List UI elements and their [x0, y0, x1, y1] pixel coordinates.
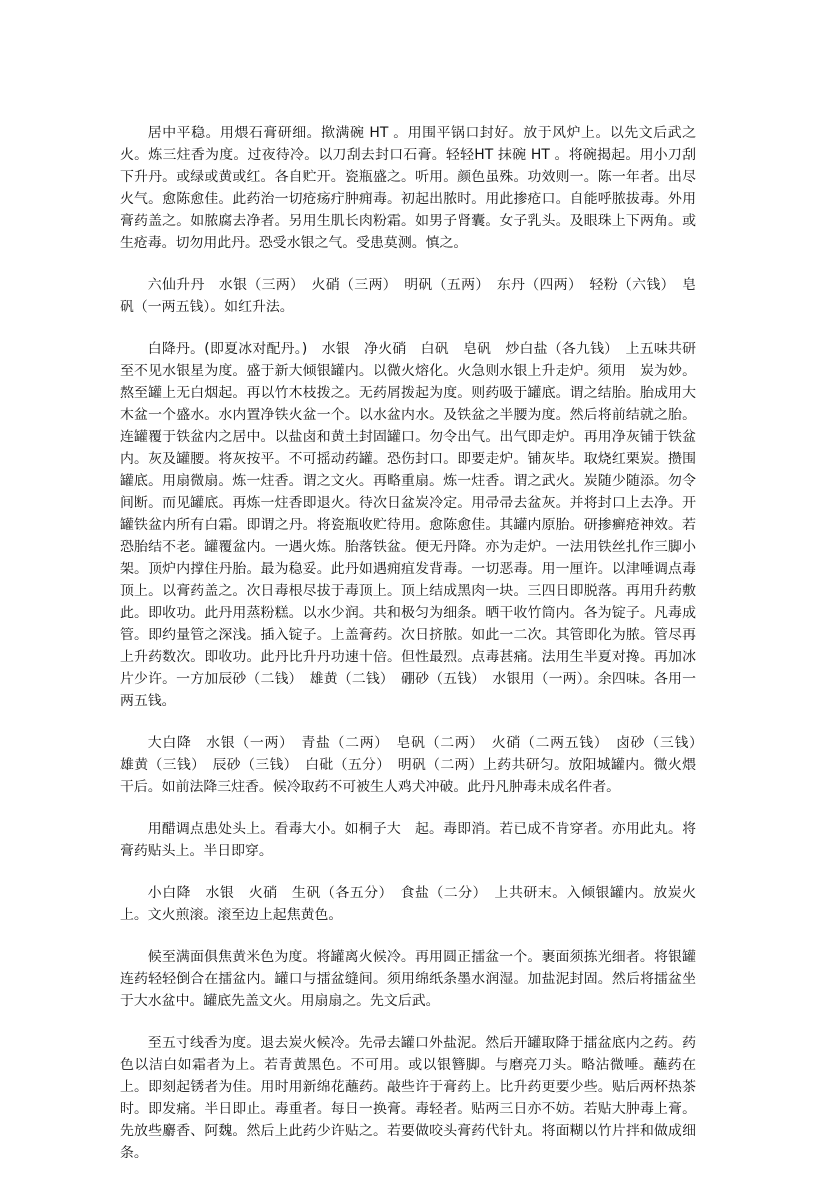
paragraph-8: 至五寸线香为度。退去炭火候冷。先帚去罐口外盐泥。然后开罐取降于擂盆底内之药。药色以洁白如霜者为上。若青黄黑色。不可用。或以银簪脚。与磨亮刀头。略沾微唾。蘸药在上。即刻起锈者为佳。用时用新绵花蘸药。敲些许于膏药上。比升药更要少些。贴后两杯热茶时。即发痛。半日即止。毒重者。每日一换膏。毒轻者。贴两三日亦不妨。若贴大肿毒上膏。先放些麝香、阿魏。然后上此药少许贴之。若要做咬头膏药代针丸。将面糊以竹片拌和做成细条。 [120, 1035, 696, 1161]
paragraph-4: 大白降 水银（一两） 青盐（二两） 皂矾（二两） 火硝（二两五钱） 卤砂（三钱） 雄黄（三钱） 辰砂（三钱） 白砒（五分） 明矾（二两）上药共研匀。放阳城罐内。微火煨干后。如前法降三炷香。候冷取药不可被生人鸡犬冲破。此丹凡肿毒未成名件者。 [120, 735, 710, 795]
paragraph-5: 用醋调点患处头上。看毒大小。如桐子大 起。毒即消。若已成不肯穿者。亦用此丸。将膏药贴头上。半日即穿。 [120, 821, 696, 859]
paragraph-3: 白降丹。(即夏冰对配丹。) 水银 净火硝 白矾 皂矾 炒白盐（各九钱） 上五味共研至不见水银星为度。盛于新大倾银罐内。以微火熔化。火急则水银上升走炉。须用 炭为妙。熬至罐上无白烟起。再以竹木枝拨之。无药屑拨起为度。则药吸于罐底。谓之结胎。胎成用大木盆一个盛水。水内置净铁火盆一个。以水盆内水。及铁盆之半腰为度。然后将前结就之胎。连罐覆于铁盆内之居中。以盐卤和黄土封固罐口。勿令出气。出气即走炉。再用净灰铺于铁盆内。灰及罐腰。将灰按平。不可摇动药罐。恐伤封口。即要走炉。铺灰毕。取烧红栗炭。攒围罐底。用扇微扇。炼一炷香。谓之文火。再略重扇。炼一炷香。谓之武火。炭随少随添。勿令间断。而见罐底。再炼一炷香即退火。待次日盆炭冷定。用帚帚去盆灰。并将封口上去净。开罐铁盆内所有白霜。即谓之丹。将瓷瓶收贮待用。愈陈愈佳。其罐内原胎。研掺癣疮神效。若恐胎结不老。罐覆盆内。一遇火炼。胎落铁盆。便无丹降。亦为走炉。一法用铁丝扎作三脚小架。顶炉内撑住丹胎。最为稳妥。此丹如遇痈疽发背毒。一切恶毒。用一厘许。以津唾调点毒顶上。以膏药盖之。次日毒根尽拔于毒顶上。顶上结成黑肉一块。三四日即脱落。再用升药敷此。即收功。此丹用蒸粉糕。以水少润。共和极匀为细条。晒干收竹筒内。各为锭子。凡毒成管。即约量管之深浅。插入锭子。上盖膏药。次日挤脓。如此一二次。其管即化为脓。管尽再上升药数次。即收功。此丹比升丹功速十倍。但性最烈。点毒甚痛。法用生半夏对搀。再加冰片少许。一方加辰砂（二钱） 雄黄（二钱） 硼砂（五钱） 水银用（一两）。余四味。各用一两五钱。 [120, 341, 696, 709]
paragraph-7: 候至满面俱焦黄米色为度。将罐离火候冷。再用圆正擂盆一个。裹面须拣光细者。将银罐连药轻轻倒合在擂盆内。罐口与擂盆缝间。须用绵纸条墨水润湿。加盐泥封固。然后将擂盆坐于大水盆中。罐底先盖文火。用扇扇之。先文后武。 [120, 949, 696, 1009]
paragraph-2: 六仙升丹 水银（三两） 火硝（三两） 明矾（五两） 东丹（四两） 轻粉（六钱） 皂矾（一两五钱）。如红升法。 [120, 277, 696, 315]
paragraph-1: 居中平稳。用煨石膏研细。揿满碗 HT 。用围平锅口封好。放于风炉上。以先文后武之火。炼三炷香为度。过夜待冷。以刀刮去封口石膏。轻轻HT 抹碗 HT 。将碗揭起。用小刀刮下升丹。或绿或黄或红。各自贮开。瓷瓶盛之。听用。颜色虽殊。功效则一。陈一年者。出尽火气。愈陈愈佳。此药治一切疮疡疔肿痈毒。初起出脓时。用此掺疮口。自能呼脓拔毒。外用膏药盖之。如脓腐去净者。另用生肌长肉粉霜。如男子肾囊。女子乳头。及眼珠上下两角。或生疮毒。切勿用此丹。恐受水银之气。受患莫测。慎之。 [120, 125, 696, 251]
paragraph-6: 小白降 水银 火硝 生矾（各五分） 食盐（二分） 上共研末。入倾银罐内。放炭火上。文火煎滚。滚至边上起焦黄色。 [120, 885, 696, 923]
document-body [120, 122, 710, 1184]
